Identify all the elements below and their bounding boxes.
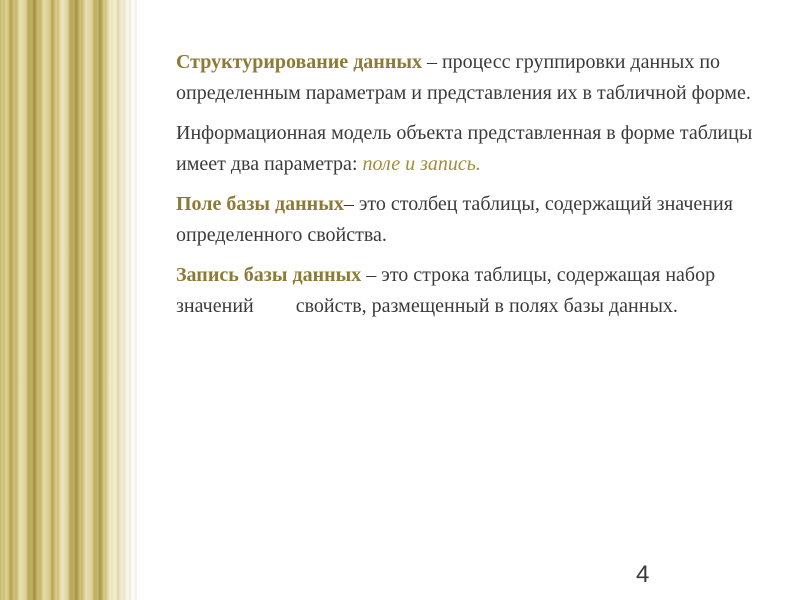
page-number: 4 [636, 561, 650, 588]
paragraph-definition-field [176, 189, 756, 251]
definition-database-record-part-1: – это строка таблицы, содержащая набор значений [176, 264, 716, 317]
slide-content [176, 47, 756, 331]
definition-structuring: – процесс группировки данных по определенным параметрам и представления их в табличной форме. [176, 51, 751, 104]
paragraph-definition-record [176, 260, 756, 322]
accent-field: поле [362, 153, 401, 175]
paragraph-definition-structuring [176, 47, 756, 109]
paragraph-information-model [176, 118, 756, 180]
term-database-field: Поле базы данных [176, 193, 344, 215]
decorative-stripe-band [0, 0, 137, 600]
information-model-text: Информационная модель объекта представленная в форме таблицы имеет два параметра: [176, 122, 753, 175]
definition-database-field: – это столбец таблицы, содержащий значения определенного свойства. [176, 193, 733, 246]
term-structuring: Структурирование данных [176, 51, 422, 73]
accent-connector: и [400, 153, 421, 175]
accent-period: . [475, 153, 481, 175]
term-database-record: Запись базы данных [176, 264, 362, 286]
definition-database-record-part-2: свойств, размещенный в полях базы данных. [295, 295, 678, 317]
accent-record: запись [420, 153, 476, 175]
